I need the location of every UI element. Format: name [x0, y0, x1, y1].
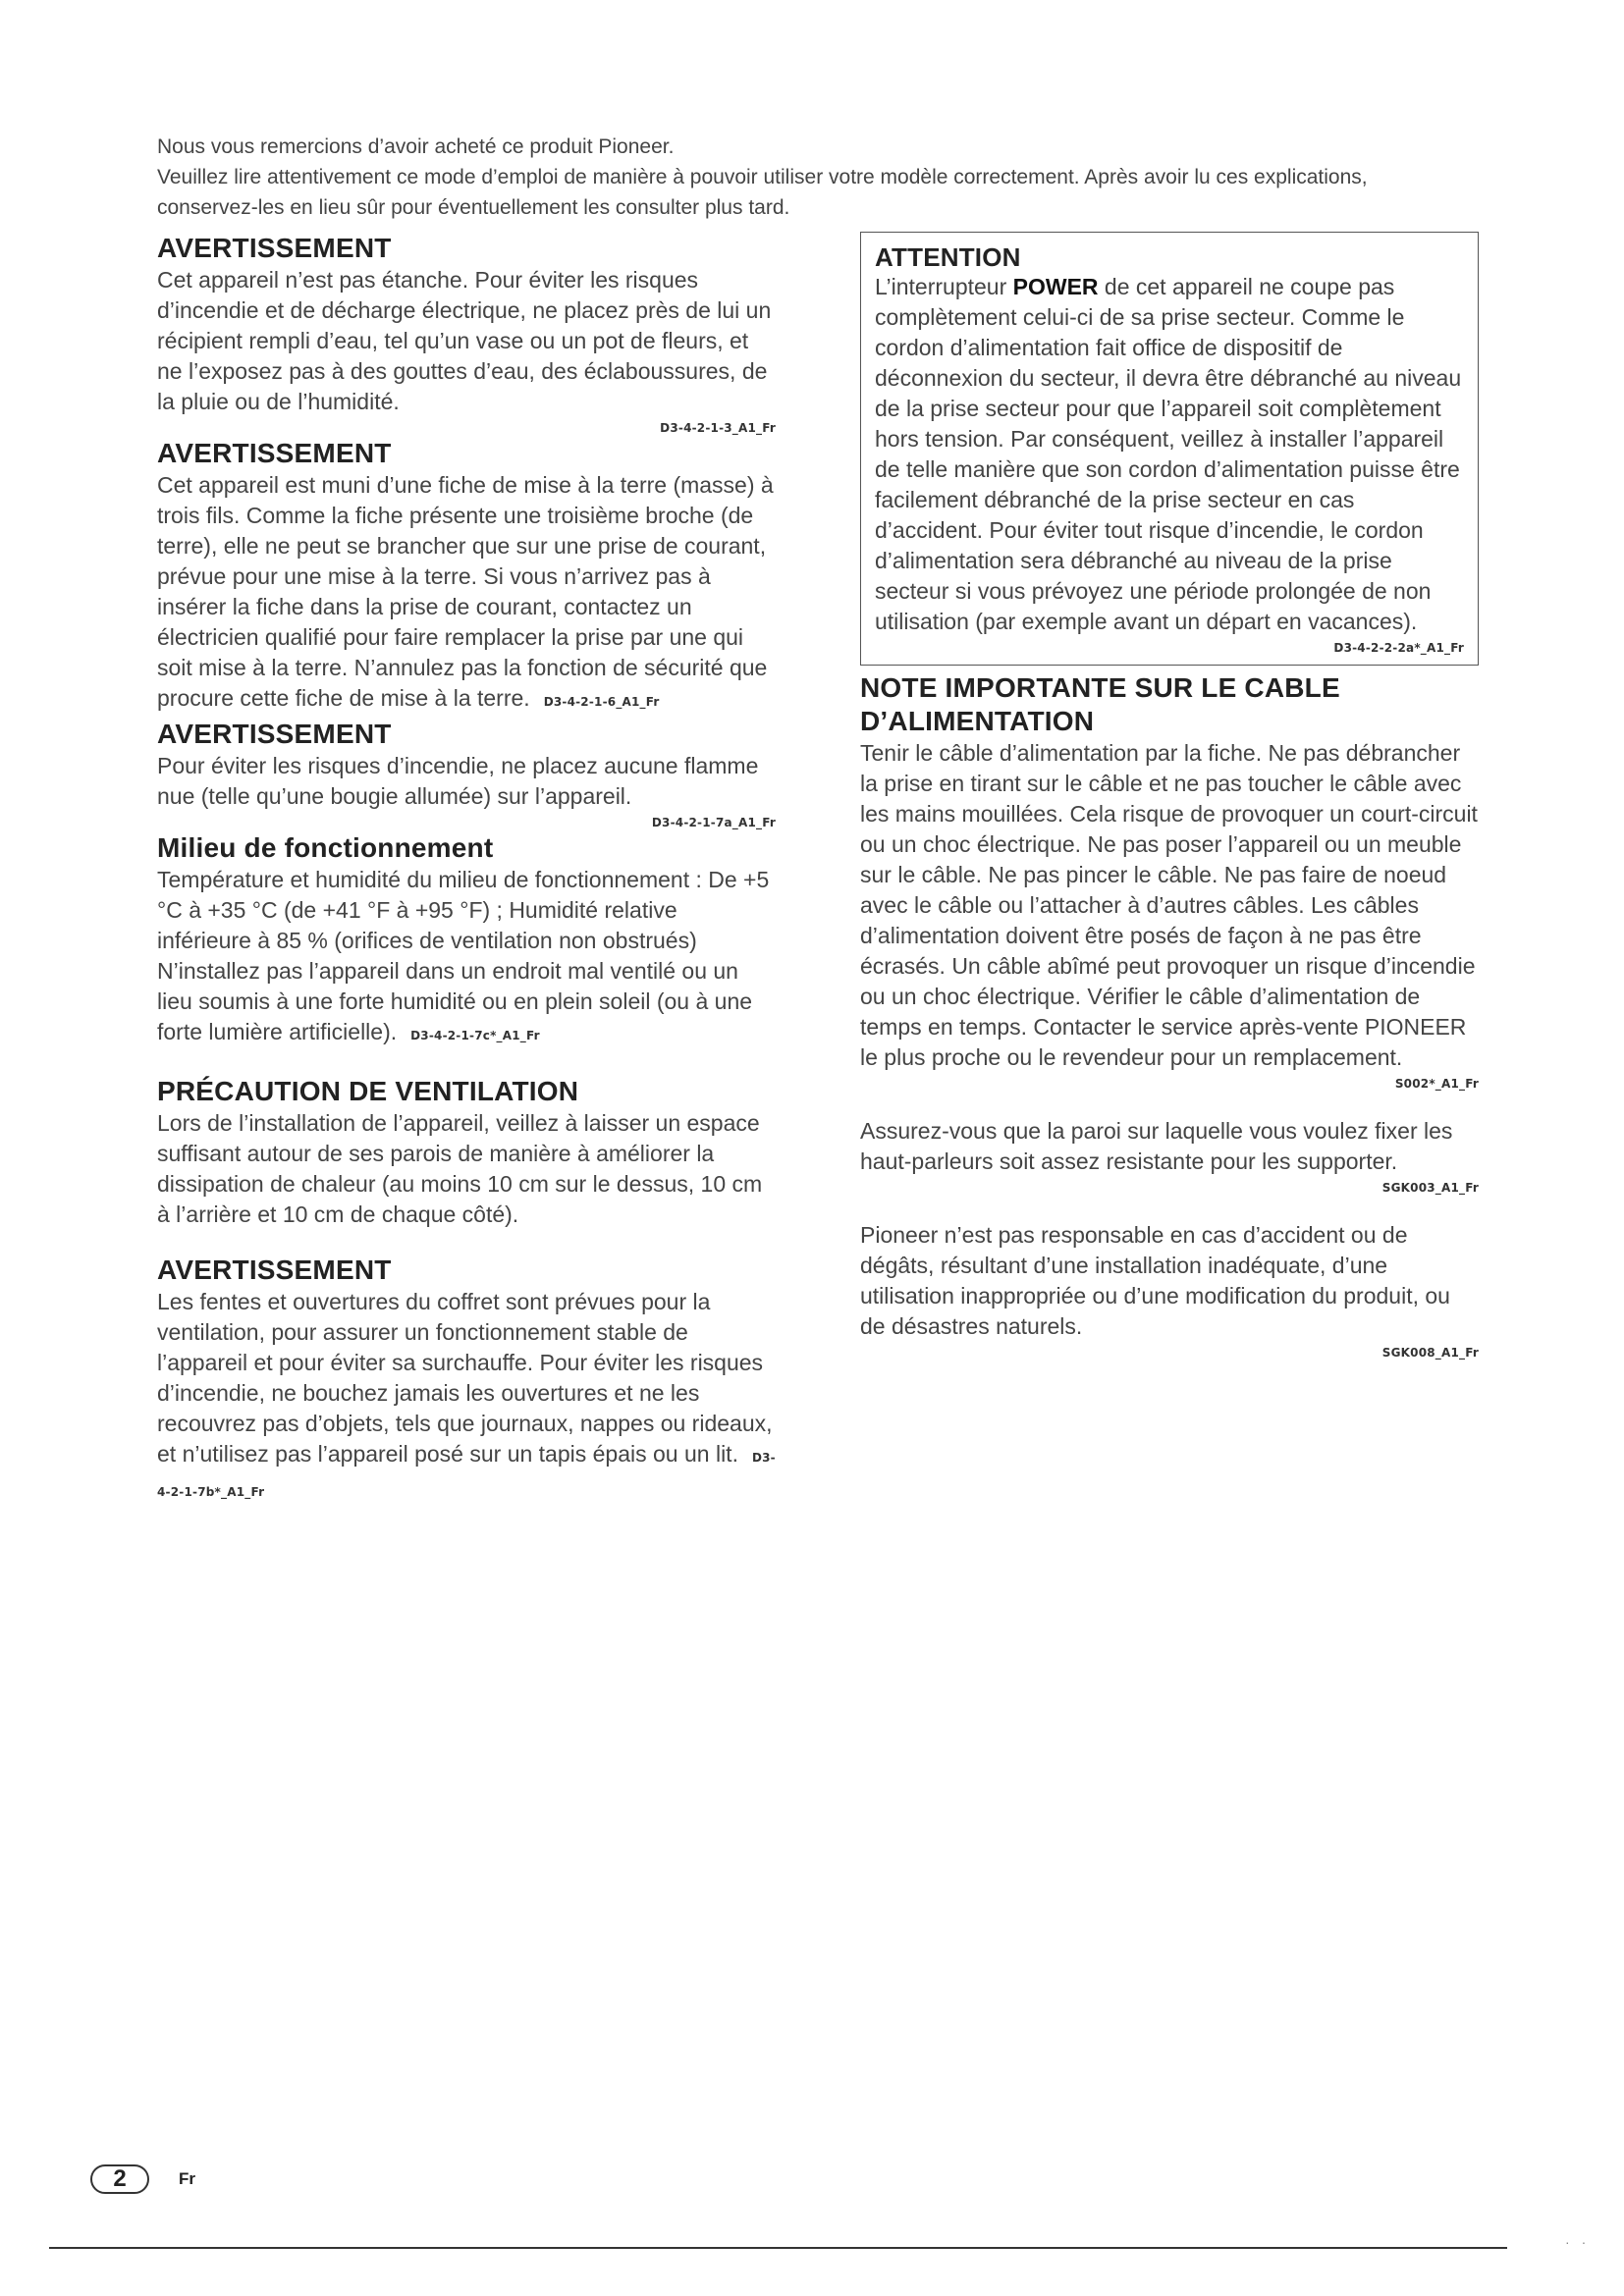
attention-box — [860, 232, 1479, 666]
section-milieu — [157, 831, 776, 1051]
section-title: AVERTISSEMENT — [157, 719, 392, 749]
section-body-text: Cet appareil est muni d’une fiche de mise à la terre (masse) à trois fils. Comme la fiche présente une troisième broche (de terre), elle ne peut se brancher que sur une prise de courant, prévue pour une mise à la terre. Si vous n’arrivez pas à insérer la fiche dans la prise de courant, contactez un électricien qualifié pour faire remplacer la prise par une qui soit mise à la terre. N’annulez pas la fonction de sécurité que procure cette fiche de mise à la terre. — [157, 472, 774, 711]
section-liability — [860, 1220, 1479, 1362]
section-wall — [860, 1116, 1479, 1197]
section-body: Lors de l’installation de l’appareil, veillez à laisser un espace suffisant autour de ses parois de manière à améliorer la dissipation de chaleur (au moins 10 cm sur le dessus, 10 cm à l’arrière et 10 cm de chaque côté). — [157, 1110, 763, 1227]
edge-marks: ·· — [1565, 2234, 1598, 2250]
section-power-cable — [860, 671, 1479, 1093]
reference-code: S002*_A1_Fr — [1394, 1077, 1479, 1091]
right-column — [860, 232, 1479, 1362]
body-pre: L’interrupteur — [875, 274, 1013, 299]
reference-code: D3-4-2-1-6_A1_Fr — [543, 695, 660, 709]
section-avertissement-openings — [157, 1254, 776, 1508]
reference-code: D3-4-2-1-7c*_A1_Fr — [410, 1029, 540, 1042]
section-body: Assurez-vous que la paroi sur laquelle vous voulez fixer les haut-parleurs soit assez resistante pour les supporter. — [860, 1118, 1453, 1174]
reference-code: SGK003_A1_Fr — [1381, 1181, 1479, 1195]
section-avertissement-water — [157, 232, 776, 437]
intro-line-2: Veuillez lire attentivement ce mode d’emploi de manière à pouvoir utiliser votre modèle correctement. Après avoir lu ces explications, conservez-les en lieu sûr pour éventuellement les consulter plus tard. — [157, 166, 1368, 219]
body-post: de cet appareil ne coupe pas complètement celui-ci de sa prise secteur. Comme le cordon d’alimentation fait office de dispositif de déconnexion du secteur, il devra être débranché au niveau de la prise secteur pour que l’appareil soit complètement hors tension. Par conséquent, veillez à installer l’appareil de telle manière que son cordon d’alimentation puisse être facilement débranché de la prise secteur en cas d’accident. Pour éviter tout risque d’incendie, le cordon d’alimentation sera débranché au niveau de la prise secteur si vous prévoyez une période prolongée de non utilisation (par exemple avant un départ en vacances). — [875, 274, 1462, 634]
section-title: AVERTISSEMENT — [157, 1255, 392, 1285]
section-body-2 — [157, 956, 776, 1051]
section-avertissement-flame — [157, 718, 776, 831]
section-body-text: Les fentes et ouvertures du coffret sont prévues pour la ventilation, pour assurer un fonctionnement stable de l’appareil et pour éviter sa surchauffe. Pour éviter les risques d’incendie, ne bouchez jamais les ouvertures et ne les recouvrez pas d’objets, tels que journaux, nappes ou rideaux, et n’utilisez pas l’appareil posé sur un tapis épais ou un lit. — [157, 1289, 773, 1467]
section-title: ATTENTION — [875, 242, 1021, 272]
reference-code: D3-4-2-1-7a_A1_Fr — [651, 816, 776, 829]
section-body: Pioneer n’est pas responsable en cas d’accident ou de dégâts, résultant d’une installation inadéquate, d’une utilisation inappropriée ou d’une modification du produit, ou de désastres naturels. — [860, 1222, 1450, 1339]
language-label: Fr — [179, 2169, 195, 2188]
section-body: Pour éviter les risques d’incendie, ne placez aucune flamme nue (telle qu’une bougie allumée) sur l’appareil. — [157, 753, 759, 809]
section-body-text: N’installez pas l’appareil dans un endroit mal ventilé ou un lieu soumis à une forte humidité ou en plein soleil (ou à une forte lumière artificielle). — [157, 958, 753, 1044]
section-body: Cet appareil n’est pas étanche. Pour éviter les risques d’incendie et de décharge électrique, ne placez près de lui un récipient rempli d’eau, tel qu’un vase ou un pot de fleurs, et ne l’exposez pas à des gouttes d’eau, des éclaboussures, de la pluie ou de l’humidité. — [157, 267, 772, 414]
reference-code: D3-4-2-1-7b*_A1_Fr — [157, 1451, 776, 1499]
intro-line-1: Nous vous remercions d’avoir acheté ce produit Pioneer. — [157, 135, 675, 158]
section-ventilation — [157, 1075, 776, 1230]
left-column — [157, 232, 776, 1508]
section-title: AVERTISSEMENT — [157, 438, 392, 468]
page-number-badge: 2 — [90, 2164, 149, 2194]
section-avertissement-ground — [157, 437, 776, 718]
section-title: NOTE IMPORTANTE SUR LE CABLE D’ALIMENTATION — [860, 672, 1340, 736]
section-body — [157, 1287, 776, 1508]
intro — [157, 132, 1473, 223]
section-title: Milieu de fonctionnement — [157, 832, 494, 863]
reference-code: SGK008_A1_Fr — [1381, 1346, 1479, 1360]
power-keyword: POWER — [1012, 274, 1099, 299]
footer-divider — [49, 2247, 1507, 2249]
section-body — [157, 470, 776, 718]
section-title: AVERTISSEMENT — [157, 233, 392, 263]
reference-code: D3-4-2-2-2a*_A1_Fr — [1333, 641, 1464, 655]
section-body: Tenir le câble d’alimentation par la fiche. Ne pas débrancher la prise en tirant sur le câble et ne pas toucher le câble avec les mains mouillées. Cela risque de provoquer un court-circuit ou un choc électrique. Ne pas poser l’appareil ou un meuble sur le câble. Ne pas pincer le câble. Ne pas faire de noeud avec le câble ou l’attacher à d’autres câbles. Les câbles d’alimentation doivent être posés de façon à ne pas être écrasés. Un câble abîmé peut provoquer un risque d’incendie ou un choc électrique. Vérifier le câble d’alimentation de temps en temps. Contacter le service après-vente PIONEER le plus proche ou le revendeur pour un remplacement. — [860, 740, 1478, 1070]
page-footer — [90, 2164, 195, 2194]
section-body-1: Température et humidité du milieu de fonctionnement : De +5 °C à +35 °C (de +41 °F à +95 °F) ; Humidité relative inférieure à 85 % (orifices de ventilation non obstrués) — [157, 867, 770, 953]
section-body — [875, 272, 1464, 637]
reference-code: D3-4-2-1-3_A1_Fr — [660, 421, 776, 435]
section-title: PRÉCAUTION DE VENTILATION — [157, 1076, 579, 1106]
